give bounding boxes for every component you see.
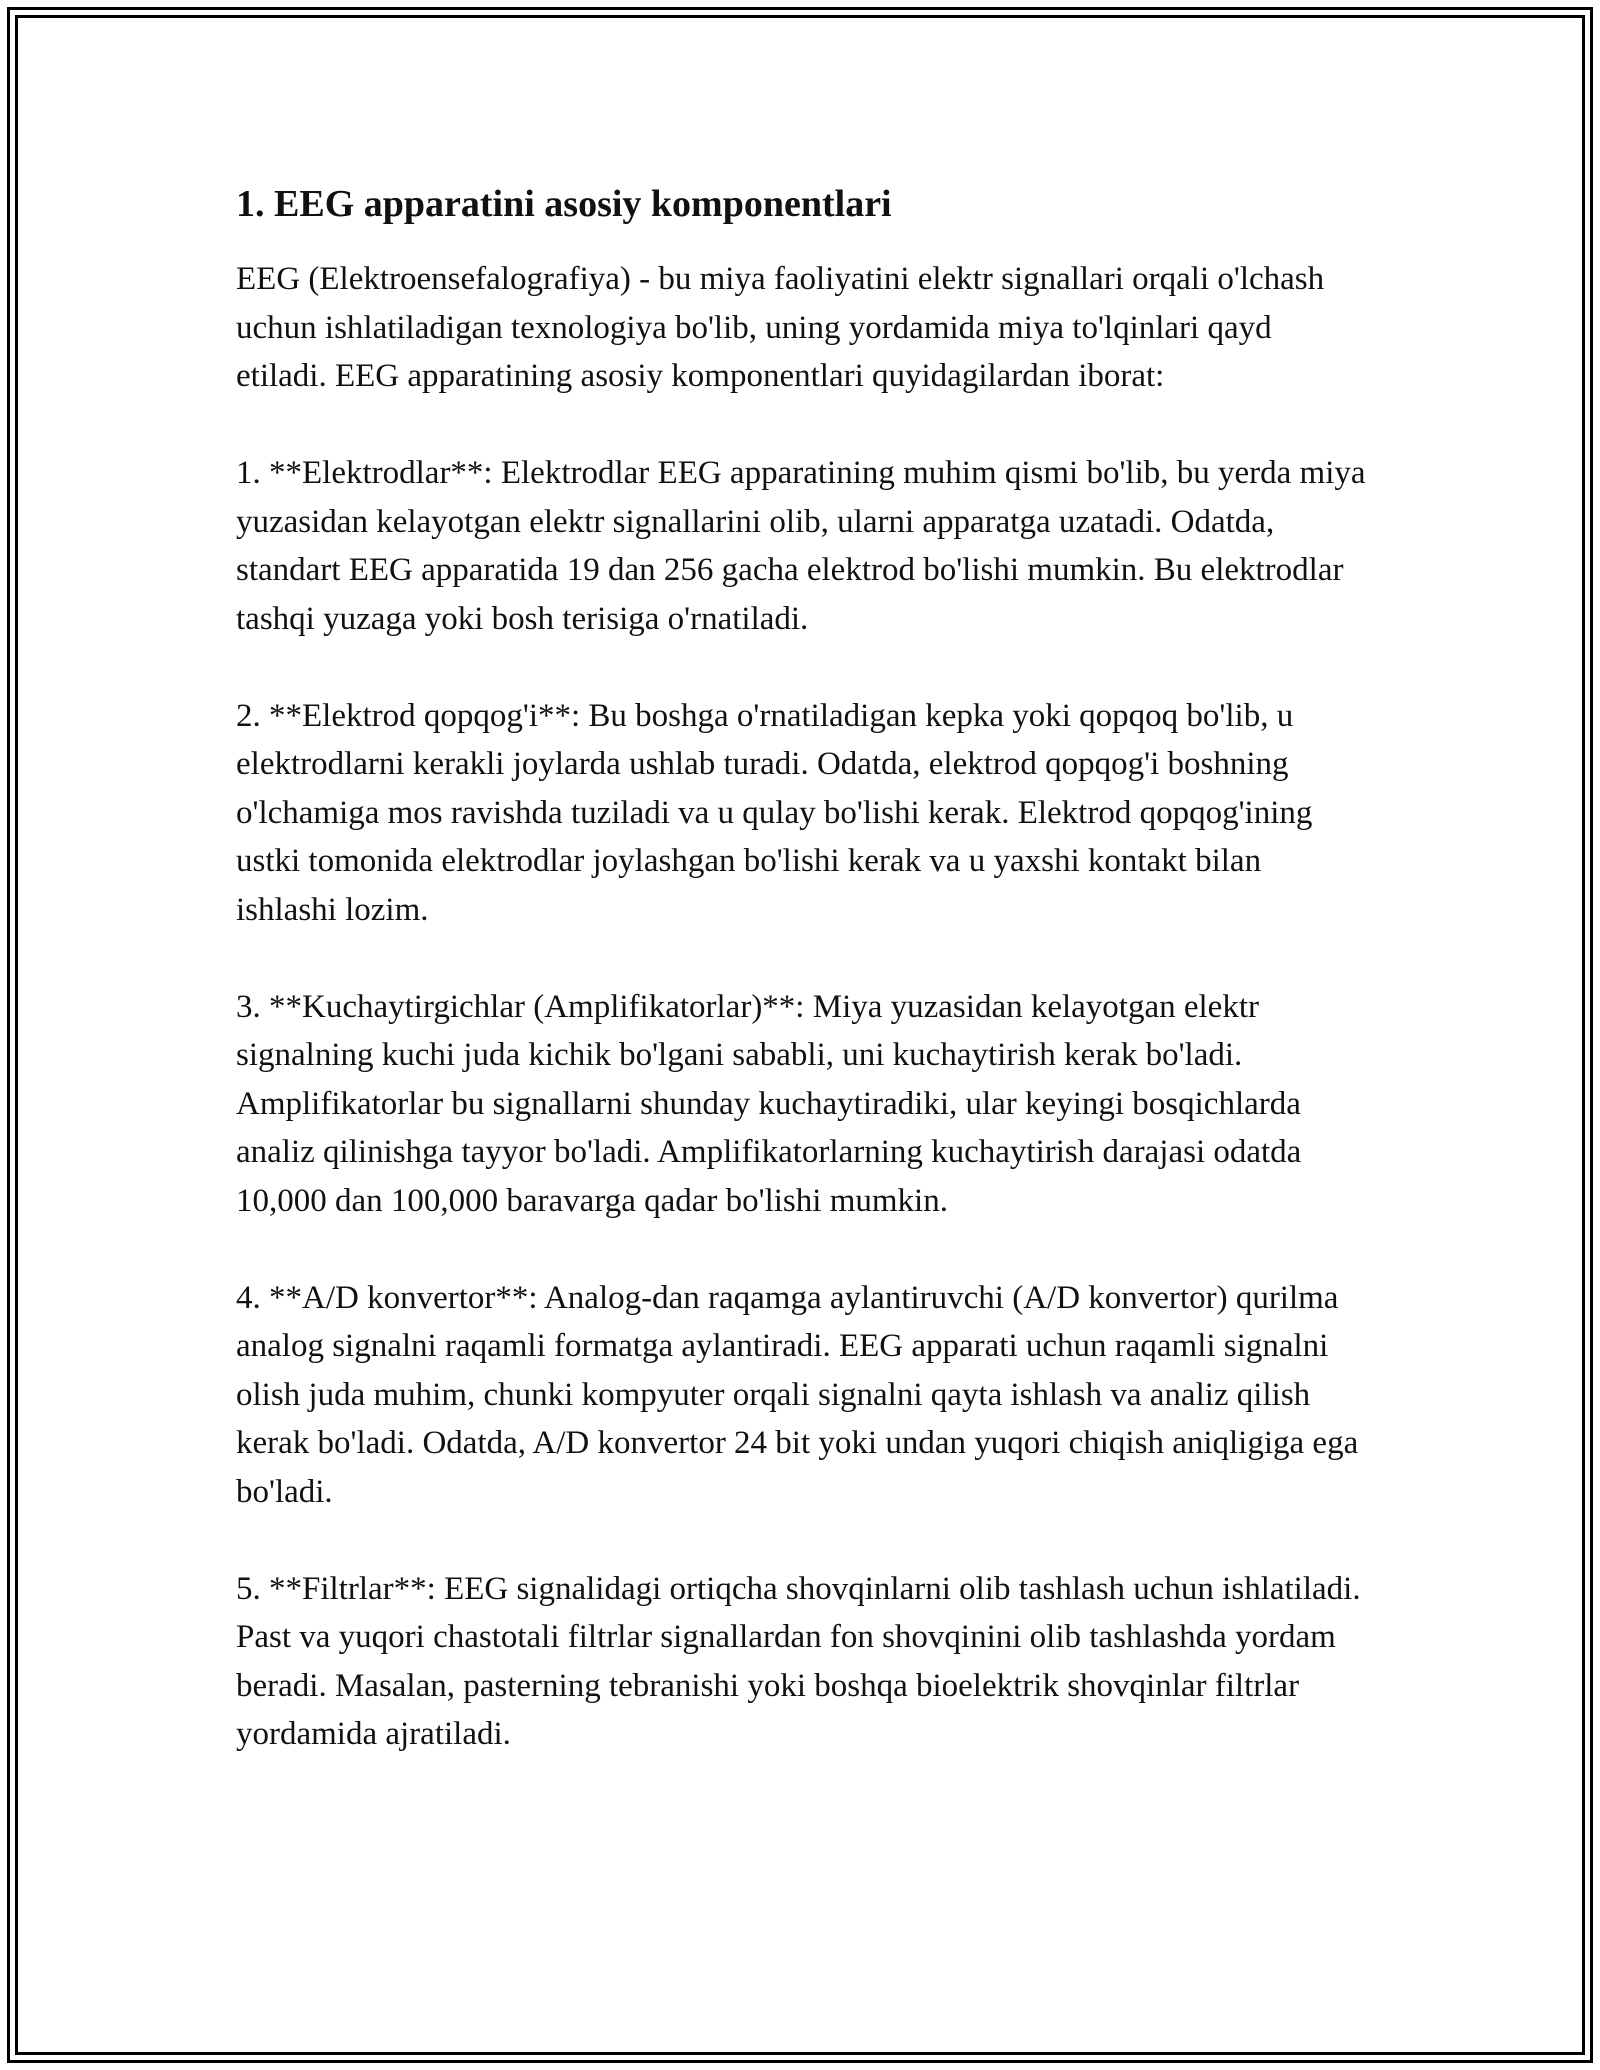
section-heading: 1. EEG apparatini asosiy komponentlari [236,183,892,225]
list-item-filters: 5. **Filtrlar**: EEG signalidagi ortiqcha shovqinlarni olib tashlash uchun ishlatiladi. Past va yuqori chastotali filtrlar signallardan fon shovqinini olib tashlashda yordam beradi. Masalan, pasterning tebranishi yoki boshqa bioelektrik shovqinlar filtrlar yordamida ajratiladi. [236,1570,1361,1753]
list-item-ad-converter: 4. **A/D konvertor**: Analog-dan raqamga aylantiruvchi (A/D konvertor) qurilma analog signalni raqamli formatga aylantiradi. EEG apparati uchun raqamli signalni olish juda muhim, chunki kompyuter orqali signalni qayta ishlash va analiz qilish kerak bo'ladi. Odatda, A/D konvertor 24 bit yoki undan yuqori chiqish aniqligiga ega bo'ladi. [236,1279,1359,1510]
list-item-electrode-cap: 2. **Elektrod qopqog'i**: Bu boshga o'rnatiladigan kepka yoki qopqoq bo'lib, u elektrodlarni kerakli joylarda ushlab turadi. Odatda, elektrod qopqog'i boshning o'lchamiga mos ravishda tuziladi va u qulay bo'lishi kerak. Elektrod qopqog'ining ustki tomonida elektrodlar joylashgan bo'lishi kerak va u yaxshi kontakt bilan ishlashi lozim. [236,697,1313,928]
intro-paragraph: EEG (Elektroensefalografiya) - bu miya faoliyatini elektr signallari orqali o'lchash uchun ishlatiladigan texnologiya bo'lib, uning yordamida miya to'lqinlari qayd etiladi. EEG apparatining asosiy komponentlari quyidagilardan iborat: [236,261,1325,395]
document-body [236,180,1366,1807]
list-item-amplifiers: 3. **Kuchaytirgichlar (Amplifikatorlar)**: Miya yuzasidan kelayotgan elektr signalning kuchi juda kichik bo'lgani sababli, uni kuchaytirish kerak bo'ladi. Amplifikatorlar bu signallarni shunday kuchaytiradiki, ular keyingi bosqichlarda analiz qilinishga tayyor bo'ladi. Amplifikatorlarning kuchaytirish darajasi odatda 10,000 dan 100,000 baravarga qadar bo'lishi mumkin. [236,988,1302,1219]
list-item-electrodes: 1. **Elektrodlar**: Elektrodlar EEG apparatining muhim qismi bo'lib, bu yerda miya yuzasidan kelayotgan elektr signallarini olib, ularni apparatga uzatadi. Odatda, standart EEG apparatida 19 dan 256 gacha elektrod bo'lishi mumkin. Bu elektrodlar tashqi yuzaga yoki bosh terisiga o'rnatiladi. [236,455,1366,637]
